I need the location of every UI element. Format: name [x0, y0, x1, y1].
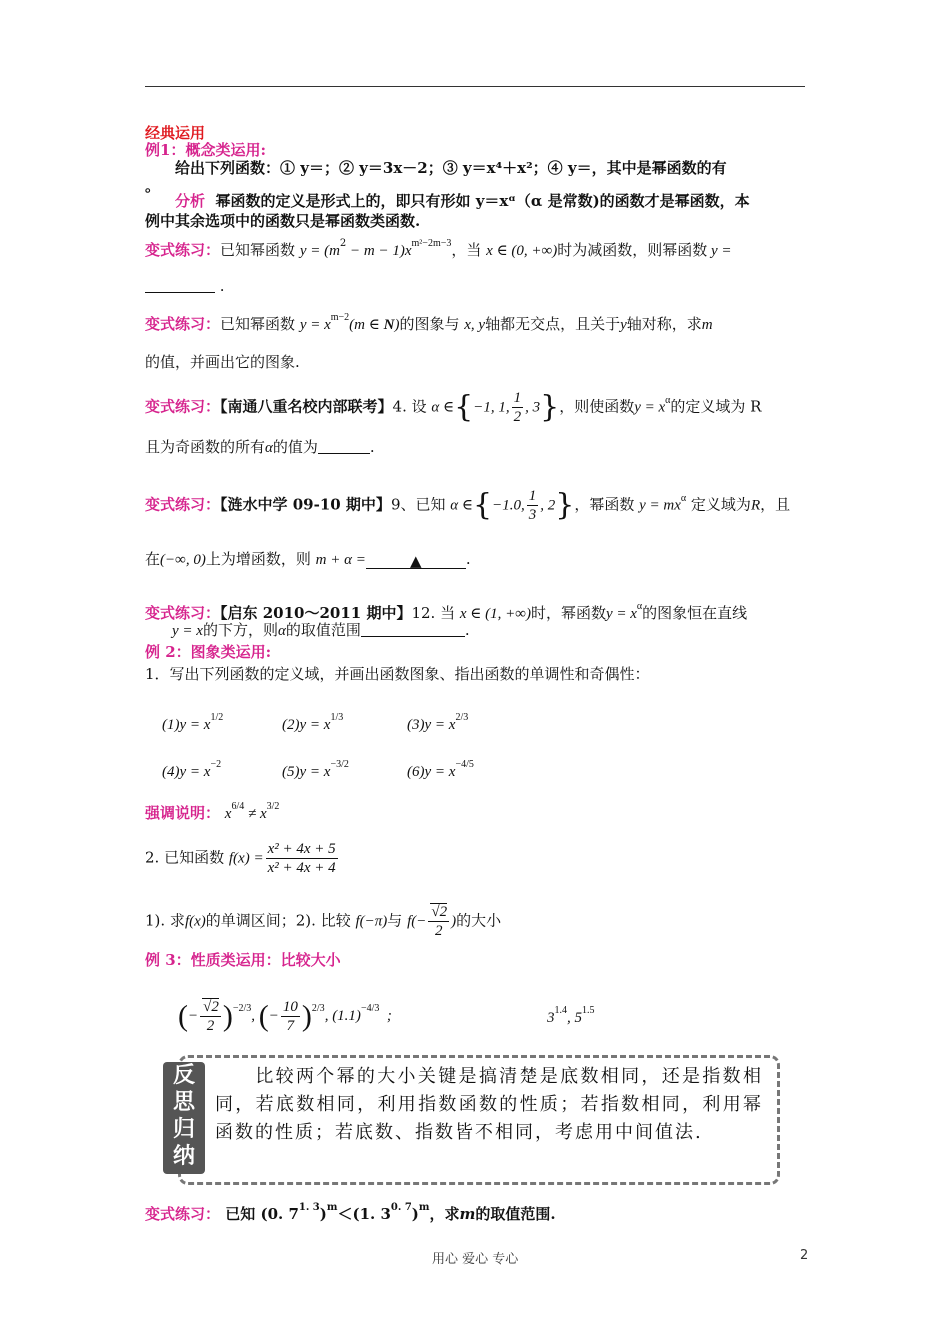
footer-text: 用心 爱心 专心: [432, 1252, 519, 1267]
example-2-heading: 例 2：图象类运用:: [145, 643, 272, 661]
variant-2-cont: 的值，并画出它的图象.: [145, 353, 300, 371]
variant-5-cont: y = x的下方，则α的取值范围 .: [172, 621, 470, 639]
emphasis-note: 强调说明： x6/4 ≠ x3/2: [145, 801, 280, 822]
example-1-heading: 例1：概念类运用:: [145, 141, 266, 159]
example-1-given: 给出下列函数：① y＝；② y＝3x－2；③ y＝x⁴＋x²；④ y＝，其中是幂函数的有: [175, 159, 727, 177]
example-1-analysis: 分析 幂函数的定义是形式上的，即只有形如 y＝xᵅ（α 是常数)的函数才是幂函数，本: [175, 192, 750, 210]
compare-powers: 31.4, 51.5: [547, 1005, 595, 1026]
function-3: (3)y = x2/3: [407, 712, 469, 733]
function-6: (6)y = x−4/5: [407, 759, 474, 780]
question-2-parts: 1). 求f(x)的单调区间；2). 比较 f(−π)与 f(− $\frac{√2}{2}$ )的大小: [145, 904, 502, 939]
function-5: (5)y = x−3/2: [282, 759, 349, 780]
variant-3-cont: 且为奇函数的所有α的值为 .: [145, 438, 375, 456]
question-2: 2. 已知函数 f(x) = $\frac{\text{x² + 4x + 5}}{\text{x² + 4x + 4}}$: [145, 841, 336, 876]
example-2-q1: 1．写出下列函数的定义域，并画出函数图象、指出函数的单调性和奇偶性：: [145, 665, 650, 683]
variant-2: 变式练习：已知幂函数 y = xm−2(m ∈ N)的图象与 x, y轴都无交点，且关于y轴对称，求m: [145, 312, 713, 333]
reflection-badge: 反思归纳: [163, 1062, 205, 1174]
variant-3: 变式练习：【南通八重名校内部联考】4. 设 α ∈{−1, 1, $\frac{1}{2}$ , 3}，则使函数y = xα的定义域为 R: [145, 389, 762, 425]
header-rule: [145, 86, 805, 87]
variant-4: 变式练习：【涟水中学 09-10 期中】9、已知 α ∈{−1.0, $\frac{1}{3}$ , 2}，幂函数 y = mxα 定义域为R，且: [145, 487, 791, 523]
variant-1-blank: .: [145, 276, 225, 296]
function-4: (4)y = x−2: [162, 759, 222, 780]
variant-5: 变式练习：【启东 2010～2011 期中】12. 当 x ∈ (1, +∞)时，幂函数y = xα的图象恒在直线: [145, 601, 748, 622]
example-1-analysis-2: 例中其余选项中的函数只是幂函数类函数.: [145, 212, 421, 230]
example-3-heading: 例 3：性质类运用：比较大小: [145, 951, 341, 969]
function-2: (2)y = x1/3: [282, 712, 344, 733]
reflection-text: 比较两个幂的大小关键是搞清楚是底数相同，还是指数相同，若底数相同，利用指数函数的性质；若指数相同，利用幂函数的性质；若底数、指数皆不相同，考虑用中间值法.: [215, 1066, 763, 1143]
compare-expressions: (− $\frac{√2}{2}$ )−2/3, (− $\frac{10}{7}$ )2/3, (1.1)−4/3 ;: [178, 999, 392, 1034]
variant-6: 变式练习： 已知 (0. 71. 3)m＜(1. 30. 7)m，求m的取值范围.: [145, 1202, 556, 1223]
function-1: (1)y = x1/2: [162, 712, 224, 733]
variant-1: 变式练习：已知幂函数 y = (m2 − m − 1)xm²−2m−3，当 x ∈ (0, +∞)时为减函数，则幂函数 y =: [145, 238, 732, 259]
example-1-dot: 。: [145, 177, 161, 195]
variant-4-cont: 在(−∞, 0)上为增函数，则 m + α = ▲ .: [145, 550, 471, 570]
section-heading: 经典运用: [145, 124, 206, 142]
page-number: 2: [800, 1248, 809, 1263]
